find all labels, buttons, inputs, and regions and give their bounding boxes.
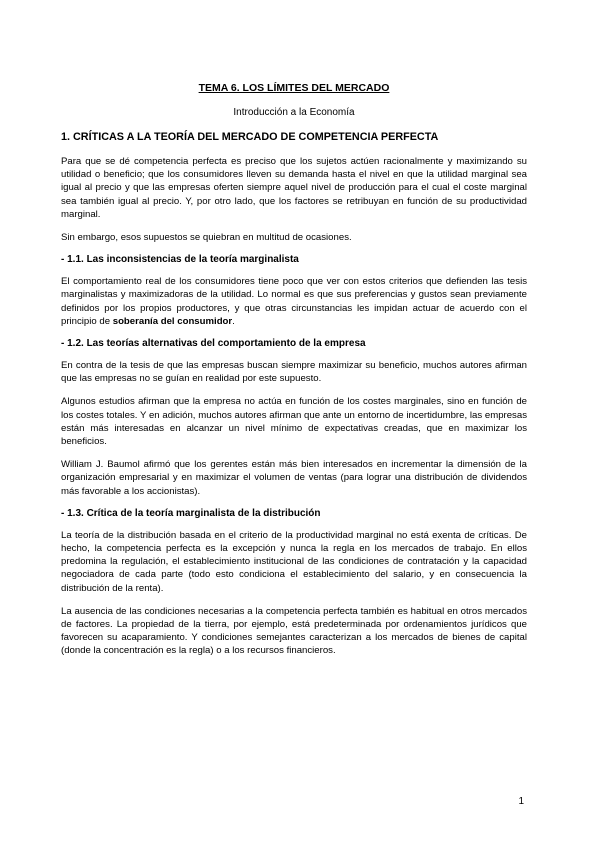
section-1-3-paragraph-1: La teoría de la distribución basada en el criterio de la productividad marginal no está exenta de críticas. De hecho, la competencia perfecta es la excepción y nunca la regla en los mercados de trabajo. En ellos predomina la regulación, el establecimiento institucional de las condiciones de contratación y la capacidad negociadora de cada parte (todo esto condiciona el establecimiento del salario, y en consecuencia la distribución de la renta).	[61, 529, 527, 594]
section-1-2-paragraph-1: En contra de la tesis de que las empresas buscan siempre maximizar su beneficio, muchos autores afirman que las empresas no se guían en realidad por este supuesto.	[61, 360, 527, 385]
section-1-1-paragraph-1	[61, 275, 527, 328]
section-1-1-text: El comportamiento real de los consumidores tiene poco que ver con estos criterios que defienden las tesis marginalistas y maximizadoras de la utilidad. Lo normal es que sus preferencias y gustos sean previamente definidos por los propios productores, y que otras circunstancias les impidan actuar de acuerdo con el principio de	[61, 276, 527, 327]
section-1-2-paragraph-3: William J. Baumol afirmó que los gerentes están más bien interesados en incrementar la dimensión de la organización empresarial y en maximizar el volumen de ventas (para lograr una distribución de dividendos más favorable a los accionistas).	[61, 459, 527, 497]
document-subtitle: Introducción a la Economía	[233, 107, 355, 118]
section-1-heading: 1. CRÍTICAS A LA TEORÍA DEL MERCADO DE COMPETENCIA PERFECTA	[61, 131, 439, 143]
section-1-2-paragraph-2: Algunos estudios afirman que la empresa no actúa en función de los costes marginales, sino en función de los costes totales. Y en adición, muchos autores afirman que ante un entorno de incertidumbre, las empresas están más interesadas en alcanzar un nivel mínimo de expectativas creadas, que en maximizar los beneficios.	[61, 396, 527, 448]
page-number: 1	[518, 796, 524, 807]
document-page	[61, 82, 527, 668]
document-title: TEMA 6. LOS LÍMITES DEL MERCADO	[198, 82, 390, 94]
section-1-2-heading: - 1.2. Las teorías alternativas del comportamiento de la empresa	[61, 338, 366, 350]
section-1-1-end: .	[232, 315, 235, 327]
section-1-paragraph-2: Sin embargo, esos supuestos se quiebran en multitud de ocasiones.	[61, 232, 352, 244]
section-1-1-heading: - 1.1. Las inconsistencias de la teoría marginalista	[61, 254, 299, 266]
section-1-paragraph-1: Para que se dé competencia perfecta es preciso que los sujetos actúen racionalmente y maximizando su utilidad o beneficio; que los consumidores lleven su demanda hasta el nivel en que la utilidad marginal sea igual al precio y que las empresas oferten siempre aquel nivel de producción para el cual el coste marginal sea también igual al precio. Y, por otro lado, que los factores se retribuyan en función de su productividad marginal.	[61, 156, 527, 220]
section-1-3-paragraph-2: La ausencia de las condiciones necesarias a la competencia perfecta también es habitual en otros mercados de factores. La propiedad de la tierra, por ejemplo, está predeterminada por ordenamientos jurídicos que favorecen su acaparamiento. Y condiciones semejantes caracterizan a los mercados de bienes de capital (donde la concentración es la regla) o a los recursos financieros.	[61, 605, 527, 657]
section-1-1-bold-term: soberanía del consumidor	[112, 315, 233, 327]
section-1-3-heading: - 1.3. Crítica de la teoría marginalista de la distribución	[61, 507, 321, 519]
